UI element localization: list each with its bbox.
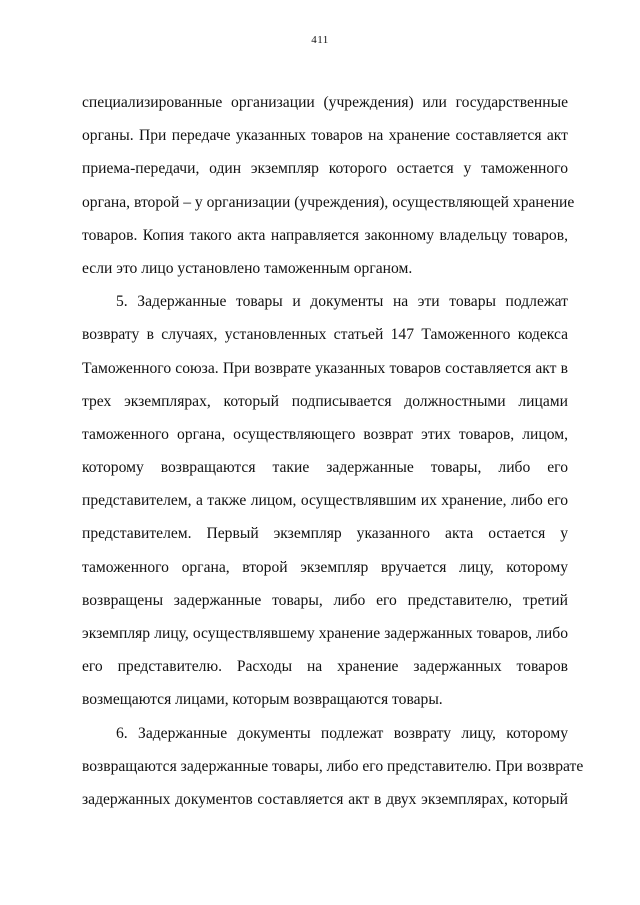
text-line: представителем. Первый экземпляр указанного акта остается у (82, 525, 568, 543)
paragraph-item-5 (82, 285, 568, 716)
text-line: товаров. Копия такого акта направляется законному владельцу товаров, (82, 226, 568, 244)
text-line: таможенного органа, второй экземпляр вручается лицу, которому (82, 558, 568, 576)
document-body (82, 86, 584, 816)
text-line: задержанных документов составляется акт в двух экземплярах, который (82, 790, 568, 808)
text-line: таможенного органа, осуществляющего возврат этих товаров, лицом, (82, 425, 568, 443)
text-line: его представителю. Расходы на хранение задержанных товаров (82, 658, 568, 676)
paragraph-storage-act (82, 86, 575, 285)
text-line: 6. Задержанные документы подлежат возврату лицу, которому (116, 724, 568, 742)
text-line: представителем, а также лицом, осуществлявшим их хранение, либо его (82, 492, 568, 510)
text-line: 5. Задержанные товары и документы на эти товары подлежат (116, 293, 568, 311)
text-line: если это лицо установлено таможенным органом. (82, 259, 413, 277)
text-line: специализированные организации (учреждения) или государственные (82, 94, 568, 111)
text-line: возмещаются лицами, которым возвращаются товары. (82, 691, 443, 709)
text-line: возвращаются задержанные товары, либо его представителю. При возврате (82, 757, 584, 775)
text-line: которому возвращаются такие задержанные товары, либо его (82, 459, 568, 477)
text-line: приема-передачи, один экземпляр которого остается у таможенного (82, 160, 568, 178)
text-line: возвращены задержанные товары, либо его представителю, третий (82, 591, 568, 609)
paragraph-item-6 (82, 717, 584, 817)
text-line: органа, второй – у организации (учреждения), осуществляющей хранение (82, 193, 575, 211)
text-line: органы. При передаче указанных товаров на хранение составляется акт (82, 127, 568, 145)
text-line: возврату в случаях, установленных статьей 147 Таможенного кодекса (82, 326, 568, 344)
page-number: 411 (311, 34, 329, 46)
text-line: Таможенного союза. При возврате указанных товаров составляется акт в (82, 359, 568, 377)
text-line: экземпляр лицу, осуществлявшему хранение задержанных товаров, либо (82, 625, 568, 642)
text-line: трех экземплярах, который подписывается должностными лицами (82, 392, 568, 410)
